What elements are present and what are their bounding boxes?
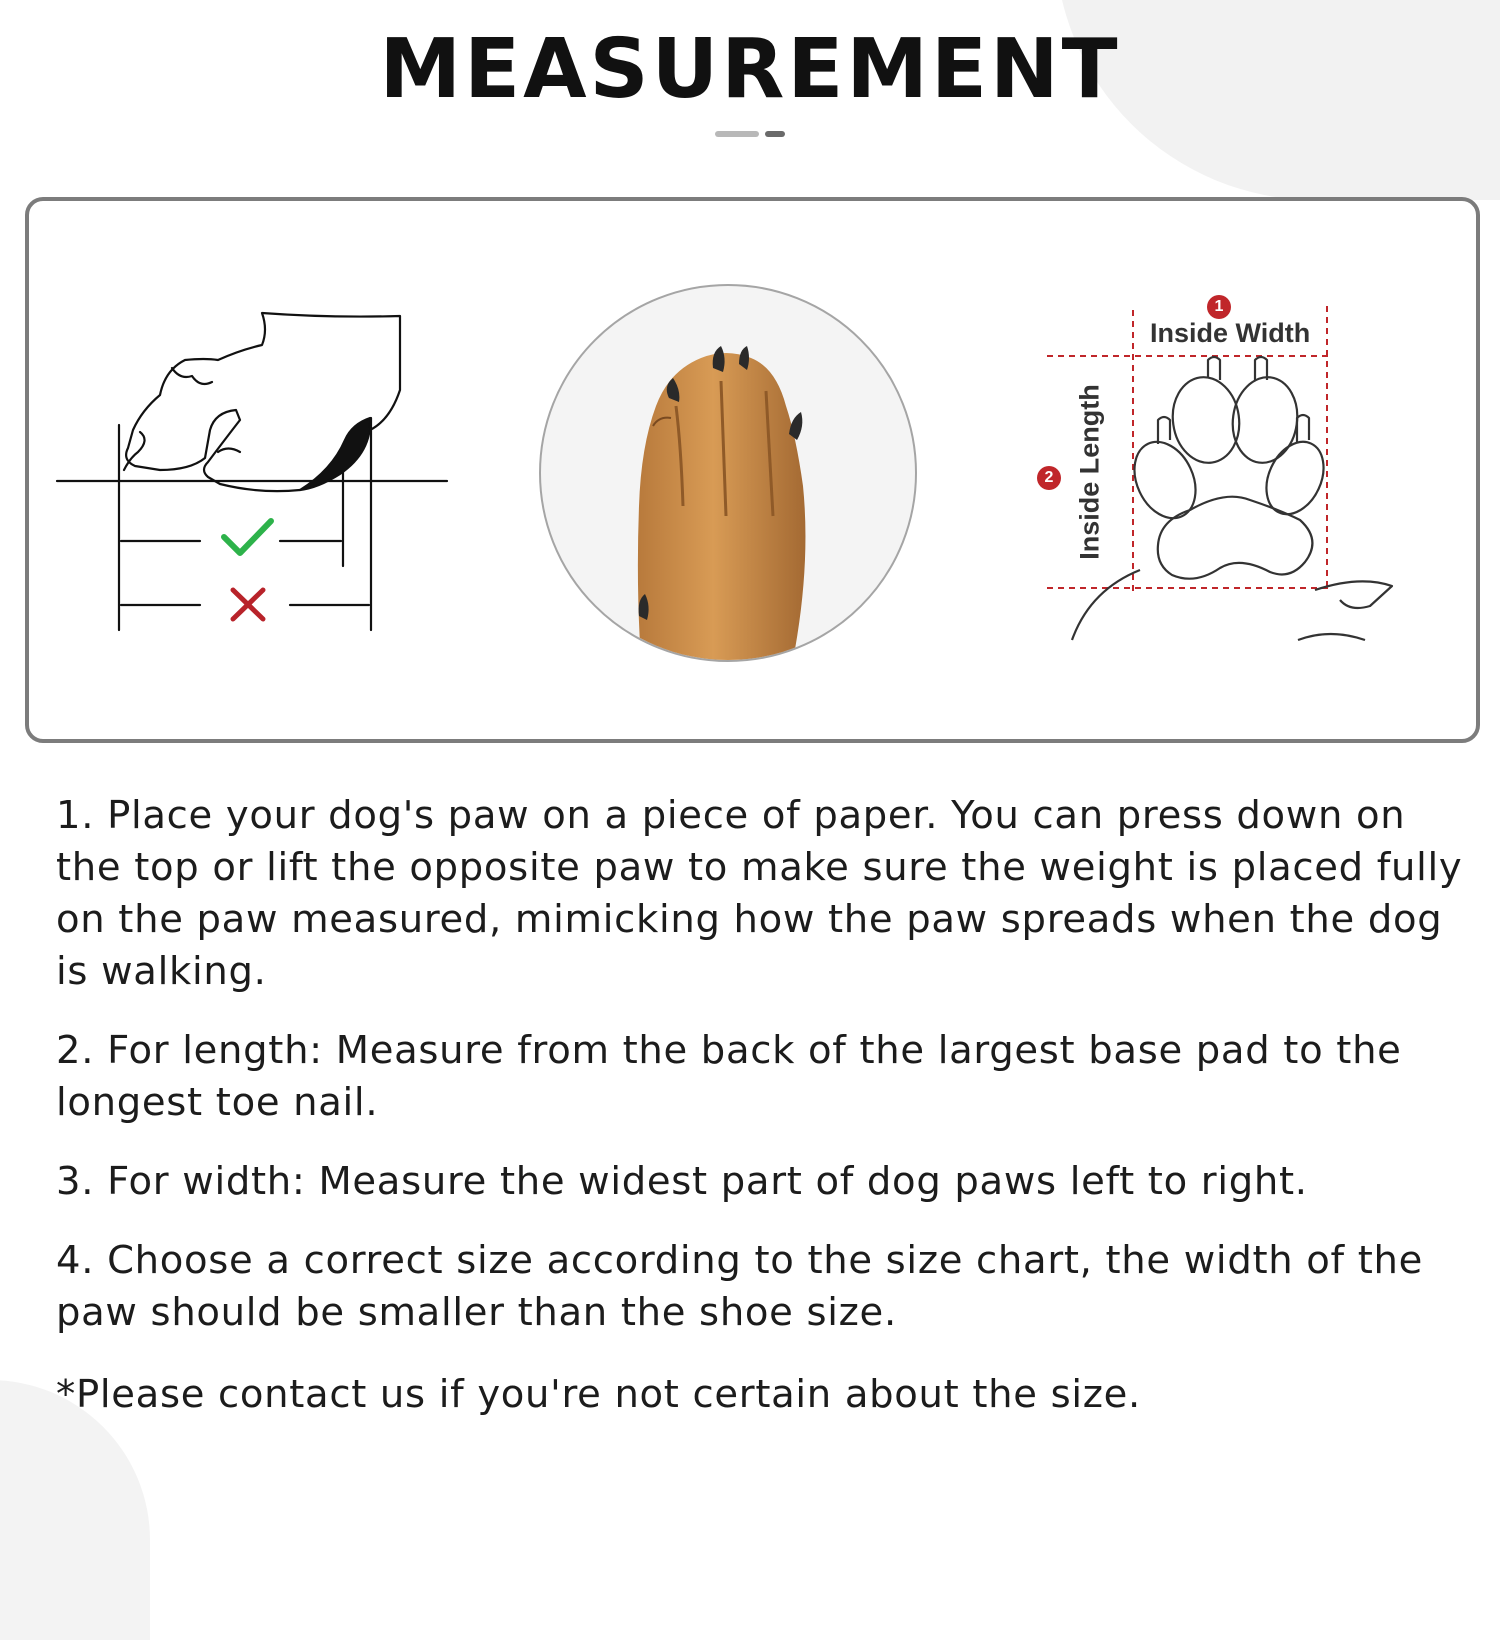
paw-side-view-diagram [55,305,455,640]
claw [713,346,725,372]
cross-icon [233,590,263,619]
dog-paw-photo [539,284,917,662]
paw-pad [300,418,370,490]
paw-outline [126,313,400,491]
inside-length-label: Inside Length [1074,384,1105,560]
instruction-step-4: 4. Choose a correct size according to the size chart, the width of the paw should be smaller than the shoe size. [56,1238,1424,1335]
length-marker: 2 [1037,466,1061,490]
width-marker: 1 [1207,295,1231,319]
instruction-step-1: 1. Place your dog's paw on a piece of paper. You can press down on the top or lift the opposite paw to make sure the weight is placed fully on the paw measured, mimicking how the paw spreads when the dog is walking. [56,793,1463,994]
page-title: MEASUREMENT [379,22,1121,117]
contact-note: *Please contact us if you're not certain about the size. [56,1372,1141,1417]
title-divider-long [715,131,759,137]
check-icon [224,521,271,553]
instruction-step-3: 3. For width: Measure the widest part of dog paws left to right. [56,1159,1308,1204]
title-divider-short [765,131,785,137]
measurement-instructions [56,790,1466,1448]
inside-width-label: Inside Width [1150,318,1311,348]
instruction-step-2: 2. For length: Measure from the back of the largest base pad to the longest toe nail. [56,1028,1402,1125]
paw-main-pad [1158,497,1313,579]
